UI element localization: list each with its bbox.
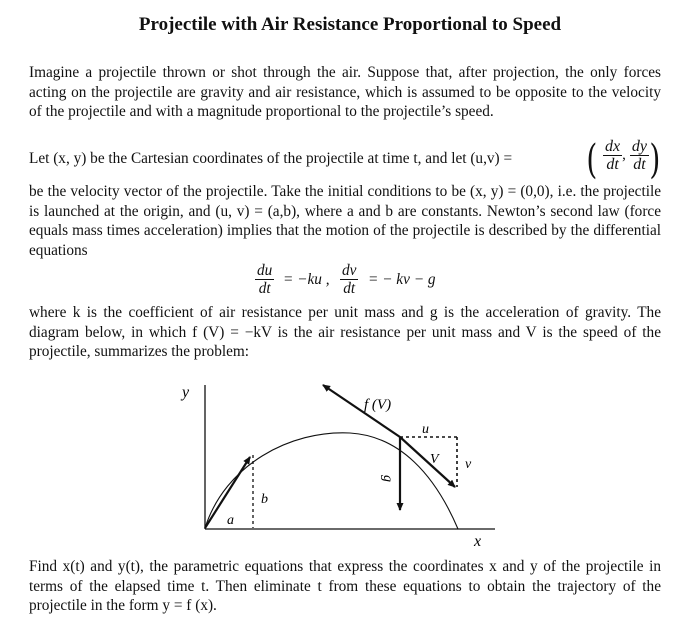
eq1-rhs: = −ku , <box>283 271 330 288</box>
left-paren: ( <box>586 137 598 183</box>
dy-numerator: dy <box>631 138 647 155</box>
intro-paragraph: Imagine a projectile thrown or shot through the air. Suppose that, after projection, the only forces acting on the projectile are gravity and air resistance, which is assumed to be opposite to the velocity of the projectile and with a magnitude proportional to the projectile’s speed. <box>29 64 661 120</box>
page-title: Projectile with Air Resistance Proportional to Speed <box>138 14 562 35</box>
y-axis-label: y <box>182 384 190 401</box>
projectile-diagram <box>170 375 510 550</box>
x-axis-label: x <box>474 533 482 550</box>
dt-denominator-2: dt <box>633 156 646 173</box>
dv-denominator: dt <box>343 280 356 297</box>
dv-dt-fraction <box>340 262 358 297</box>
velocity-vector: $\frac{dx}{dt}$ , $\frac{dy}{dt}$ <box>605 138 647 173</box>
du-dt-fraction <box>255 262 274 297</box>
f-of-v-label: f (V) <box>364 397 392 413</box>
task-paragraph: Find x(t) and y(t), the parametric equations that express the coordinates x and y of the projectile in terms of the elapsed time t. Then eliminate t from these equations to obtain the trajectory of the projectile in the form y = f (x). <box>29 558 661 614</box>
speed-V-label: V <box>430 452 439 467</box>
velocity-arrow <box>400 437 455 487</box>
initial-conditions-paragraph: be the velocity vector of the projectile. Take the initial conditions to be (x, y) = (0,0), i.e. the projectile is launched at the origin, and (u, v) = (a,b), where a and b are constants. Newton’s second law (force equals mass times acceleration) implies that the motion of the projectile is described by the differential equations <box>29 183 661 259</box>
du-denominator: dt <box>258 280 271 297</box>
dx-numerator: dx <box>605 138 621 155</box>
velocity-definition-line <box>29 138 669 182</box>
dv-numerator: dv <box>342 262 357 279</box>
air-resistance-paragraph: where k is the coefficient of air resistance per unit mass and g is the acceleration of gravity. The diagram below, in which f (V) = −kV is the air resistance per unit mass and V is the speed of the projectile, summarizes the problem: <box>29 304 661 360</box>
v-label: v <box>465 457 472 472</box>
eq2-rhs: = − kv − g <box>368 271 436 288</box>
dt-denominator-1: dt <box>606 156 619 173</box>
right-paren: ) <box>649 137 661 183</box>
g-label: g <box>380 475 395 482</box>
trajectory-curve <box>205 433 458 529</box>
u-label: u <box>422 422 429 437</box>
a-label: a <box>227 513 234 528</box>
velocity-definition-text: Let (x, y) be the Cartesian coordinates of the projectile at time t, and let (u,v) = <box>29 150 513 167</box>
du-numerator: du <box>257 262 273 279</box>
b-label: b <box>261 492 268 507</box>
